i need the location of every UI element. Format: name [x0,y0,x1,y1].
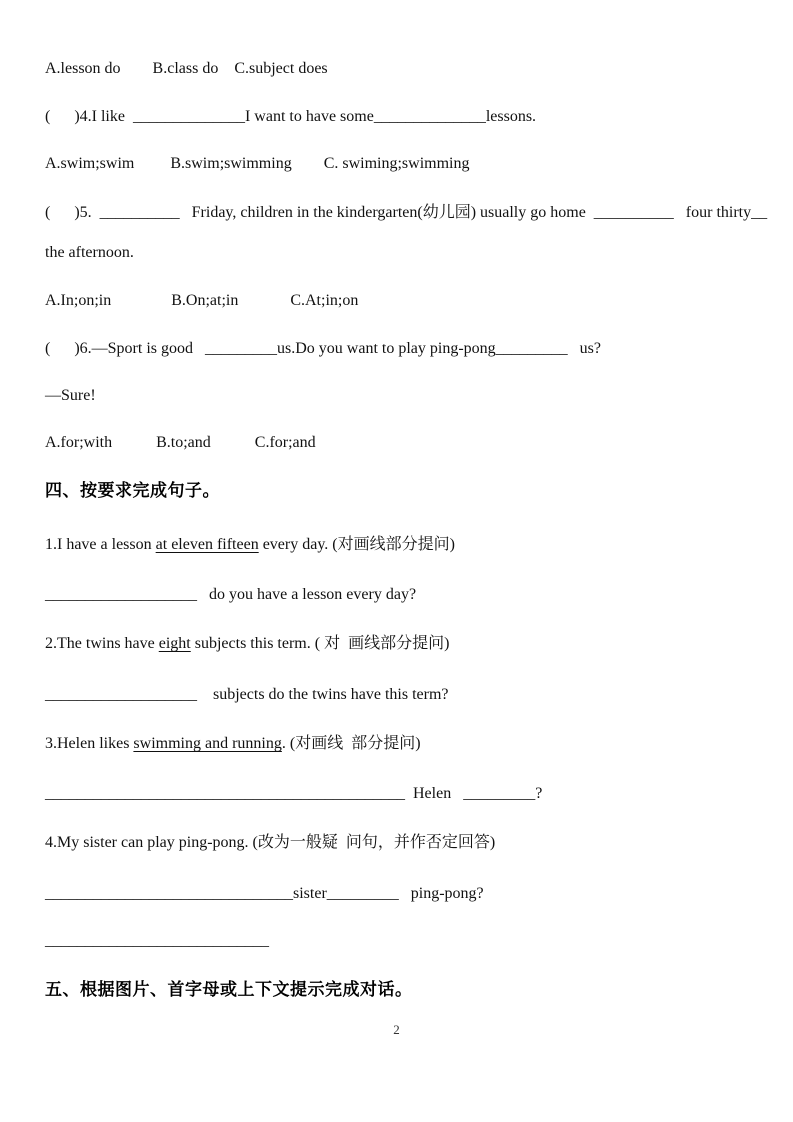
section-header-5: 五、根据图片、首字母或上下文提示完成对话。 [45,980,413,999]
options-row-q4: A.swim;swim B.swim;swimming C. swiming;swimming [45,155,470,172]
question-6-reply: —Sure! [45,387,96,404]
underlined-phrase: swimming and running [133,735,282,752]
rewrite-question-3 [45,733,773,755]
rewrite-question-2 [45,633,773,655]
question-text: . (对画线 部分提问) [281,735,421,752]
answer-blank-line-2: ___________________ subjects do the twins have this term? [45,686,449,703]
question-5: ( )5. __________ Friday, children in the kindergarten(幼儿园) usually go home __________ four thirty__ [45,204,768,221]
answer-blank-line-4: _______________________________sister_________ ping-pong? [45,885,484,902]
question-text: subjects this term. ( 对 画线部分提问) [190,635,450,652]
options-row-q5: A.In;on;in B.On;at;in C.At;in;on [45,292,359,309]
answer-blank-line-3: _____________________________________________ Helen _________? [45,785,543,802]
options-row-q3: A.lesson do B.class do C.subject does [45,60,328,77]
section-header-4: 四、按要求完成句子。 [45,481,220,500]
question-6: ( )6.—Sport is good _________us.Do you want to play ping-pong_________ us? [45,340,601,357]
options-row-q6: A.for;with B.to;and C.for;and [45,434,316,451]
question-4: ( )4.I like ______________I want to have some______________lessons. [45,108,537,125]
question-text: 2.The twins have [45,635,159,652]
answer-blank-line-1: ___________________ do you have a lesson every day? [45,586,417,603]
question-text: 1.I have a lesson [45,536,156,553]
underlined-phrase: eight [158,635,191,652]
page-number: 2 [393,1022,400,1037]
answer-blank-line-5: ____________________________ [45,932,269,949]
rewrite-question-1 [45,534,773,556]
question-text: every day. (对画线部分提问) [258,536,455,553]
rewrite-question-4: 4.My sister can play ping-pong. (改为一般疑 问句，并作否定回答) [45,834,496,851]
question-text: 3.Helen likes [45,735,134,752]
question-5-continuation: the afternoon. [45,244,134,261]
underlined-phrase: at eleven fifteen [155,536,259,553]
